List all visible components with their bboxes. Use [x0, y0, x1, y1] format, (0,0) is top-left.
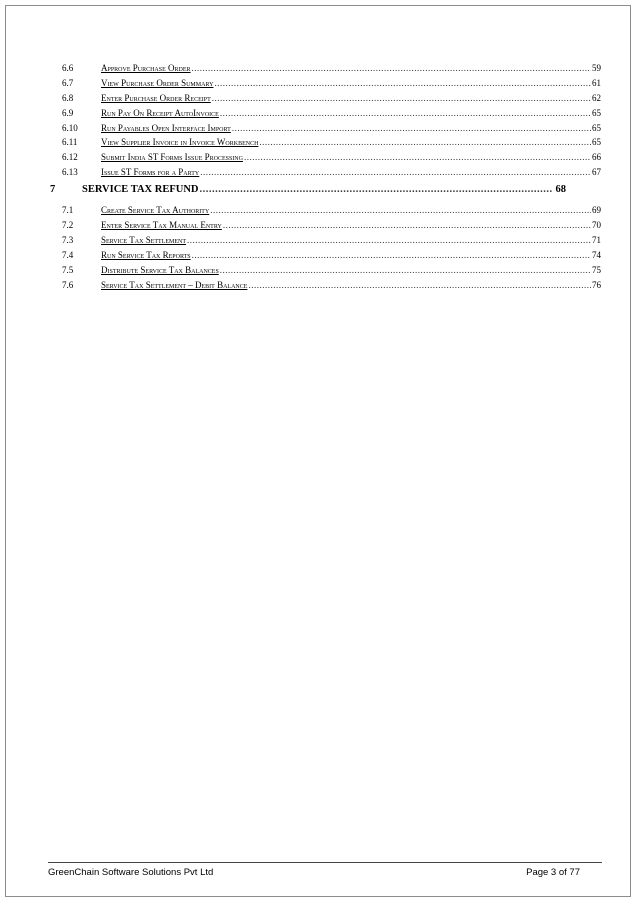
toc-entry-title[interactable]: Approve Purchase Order: [101, 63, 191, 73]
page-footer: [48, 862, 602, 878]
toc-entry-page: 65: [592, 137, 601, 148]
toc-chapter-entry[interactable]: [50, 184, 601, 204]
toc-entry-title[interactable]: Enter Purchase Order Receipt: [101, 92, 211, 103]
toc-entry-title[interactable]: View Purchase Order Summary: [101, 77, 214, 88]
toc-leader-dots: [232, 123, 591, 133]
toc-leader-dots: [192, 250, 591, 260]
toc-leader-dots: [220, 265, 591, 275]
toc-entry[interactable]: [50, 250, 601, 265]
toc-entry-number: 6.10: [62, 122, 78, 133]
toc-entry-number: 7.3: [62, 234, 74, 245]
toc-entry[interactable]: [50, 167, 601, 182]
toc-entry-page: 74: [592, 249, 601, 260]
toc-entry-page: 71: [592, 234, 601, 245]
toc-entry-title[interactable]: Submit India ST Forms Issue Processing: [101, 152, 243, 163]
toc-entry-number: 6.13: [62, 167, 78, 178]
toc-entry[interactable]: [50, 152, 601, 167]
document-page: [5, 5, 631, 897]
toc-leader-dots: [187, 235, 591, 245]
toc-entry-number: 6.7: [62, 77, 74, 88]
toc-entry-number: 7.5: [62, 264, 74, 275]
toc-leader-dots: [200, 184, 552, 195]
toc-entry-page: 76: [592, 279, 601, 290]
footer-company-name: GreenChain Software Solutions Pvt Ltd: [48, 867, 214, 878]
toc-chapter-number: 7: [50, 184, 56, 196]
toc-entry-title[interactable]: Enter Service Tax Manual Entry: [101, 220, 222, 231]
toc-entry-number: 6.12: [62, 152, 78, 163]
toc-entry[interactable]: [50, 108, 601, 123]
toc-leader-dots: [192, 63, 591, 73]
toc-entry-title[interactable]: Issue ST Forms for a Party: [101, 167, 200, 178]
toc-entry-title[interactable]: Create Service Tax Authority: [101, 205, 210, 216]
toc-entry-title[interactable]: Service Tax Settlement: [101, 234, 187, 245]
toc-entry[interactable]: [50, 123, 601, 138]
toc-leader-dots: [248, 280, 591, 290]
toc-entry[interactable]: [50, 63, 601, 78]
toc-entry-number: 7.4: [62, 249, 74, 260]
toc-leader-dots: [210, 205, 591, 215]
toc-entry-number: 6.9: [62, 107, 74, 118]
toc-entry[interactable]: [50, 205, 601, 220]
toc-entry-page: 65: [592, 122, 601, 133]
toc-entry[interactable]: [50, 137, 601, 152]
toc-entry[interactable]: [50, 265, 601, 280]
toc-entry-page: 69: [592, 205, 601, 216]
toc-leader-dots: [200, 167, 591, 177]
toc-entry[interactable]: [50, 93, 601, 108]
toc-chapter-page: 68: [555, 184, 567, 196]
toc-leader-dots: [223, 220, 591, 230]
toc-entry[interactable]: [50, 220, 601, 235]
footer-page-number: Page 3 of 77: [526, 867, 580, 878]
toc-entry-number: 7.1: [62, 205, 74, 216]
toc-entry-number: 6.6: [62, 63, 74, 73]
toc-entry[interactable]: [50, 280, 601, 295]
toc-entry-page: 61: [592, 77, 601, 88]
toc-leader-dots: [212, 93, 591, 103]
toc-entry-page: 59: [592, 63, 601, 73]
toc-leader-dots: [259, 137, 591, 147]
toc-leader-dots: [214, 78, 591, 88]
toc-entry-page: 62: [592, 92, 601, 103]
toc-entry-number: 6.8: [62, 92, 74, 103]
toc-leader-dots: [220, 108, 591, 118]
toc-entry-page: 70: [592, 220, 601, 231]
toc-entry[interactable]: [50, 235, 601, 250]
toc-entry-page: 75: [592, 264, 601, 275]
toc-leader-dots: [244, 152, 591, 162]
toc-entry-title[interactable]: Distribute Service Tax Balances: [101, 264, 219, 275]
toc-entry-title[interactable]: Service Tax Settlement – Debit Balance: [101, 279, 248, 290]
toc-entry-number: 6.11: [62, 137, 78, 148]
table-of-contents: [50, 63, 601, 294]
toc-entry-title[interactable]: Run Pay On Receipt AutoInvoice: [101, 107, 219, 118]
toc-entry-page: 65: [592, 107, 601, 118]
toc-entry-title[interactable]: Run Payables Open Interface Import: [101, 122, 231, 133]
toc-chapter-title[interactable]: SERVICE TAX REFUND: [82, 184, 199, 196]
toc-entry-title[interactable]: View Supplier Invoice in Invoice Workbench: [101, 137, 259, 148]
toc-entry-page: 66: [592, 152, 601, 163]
toc-entry[interactable]: [50, 78, 601, 93]
toc-entry-number: 7.2: [62, 220, 74, 231]
toc-entry-page: 67: [592, 167, 601, 178]
toc-entry-number: 7.6: [62, 279, 74, 290]
toc-entry-title[interactable]: Run Service Tax Reports: [101, 249, 191, 260]
